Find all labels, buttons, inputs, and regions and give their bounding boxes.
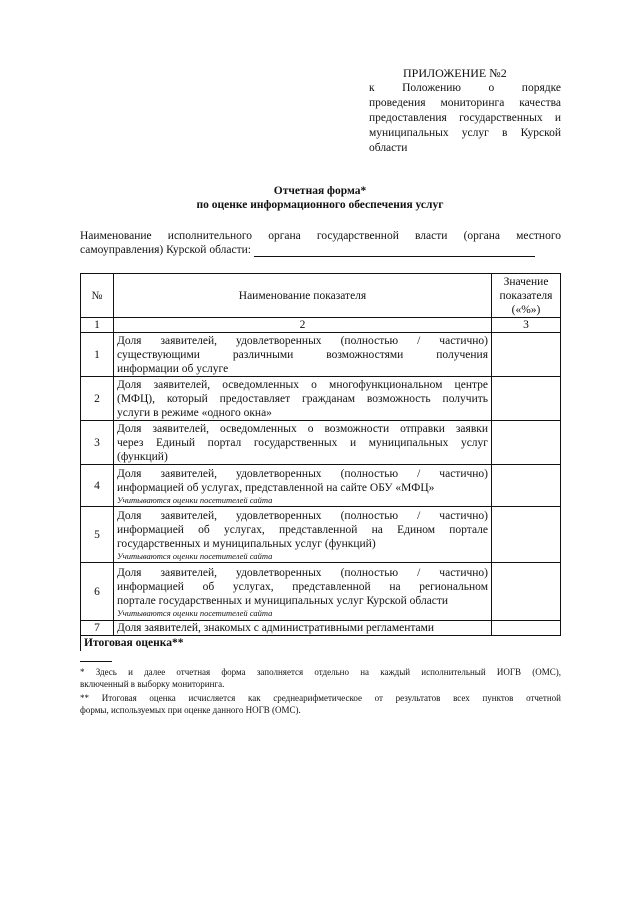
table-row [81,377,561,421]
row-indicator [114,377,492,421]
indicator-line: услуги в режиме «одного окна» [117,406,272,419]
table-row [81,333,561,377]
row-value-cell[interactable] [492,507,561,563]
column-number-row [81,318,561,333]
indicator-line: Доля заявителей, удовлетворенных (полностью / частично) [117,334,488,347]
footnote-line: формы, используемых при оценке данного НОГВ (ОМС). [80,705,301,715]
indicator-line: портале государственных и муниципальных услуг Курской области [117,594,449,607]
row-note: Учитываются оценки посетителей сайта [117,550,273,561]
column-number: 3 [492,318,561,333]
footnote-line: * Здесь и далее отчетная форма заполняется отдельно на каждый исполнительный ИОГВ (ОМС), [80,667,561,677]
indicator-line: (МФЦ), который предоставляет гражданам возможность получить [117,392,488,405]
row-value-cell[interactable] [492,465,561,507]
column-number: 2 [114,318,492,333]
appendix-header [369,66,561,156]
indicator-line: Доля заявителей, удовлетворенных (полностью / частично) [117,566,488,579]
row-indicator [114,333,492,377]
indicator-line: информации об услуге [117,362,229,375]
indicator-line: существующими различными возможностями получения [117,348,488,361]
row-number: 3 [81,421,114,465]
report-table [80,273,561,651]
form-title-line2: по оценке информационного обеспечения услуг [196,199,444,211]
row-indicator [114,421,492,465]
appendix-line: к Положению о порядке [369,82,561,94]
table-row [81,563,561,621]
indicator-line: через Единый портал государственных и муниципальных услуг [117,436,488,449]
form-title [80,184,560,212]
header-num: № [81,274,114,318]
header-value-line: Значение [503,275,549,288]
row-value-cell[interactable] [492,377,561,421]
indicator-line: информацией об услугах, представленной на сайте ОБУ «МФЦ» [117,481,435,494]
row-indicator [114,621,492,636]
row-number: 1 [81,333,114,377]
appendix-line: муниципальных услуг в Курской [369,127,561,139]
form-title-line1: Отчетная форма* [273,185,367,197]
row-number: 5 [81,507,114,563]
table-row [81,465,561,507]
total-label: Итоговая оценка** [81,636,561,651]
header-value-line: показателя [499,289,553,302]
appendix-line: предоставления государственных и [369,112,561,124]
row-number: 7 [81,621,114,636]
indicator-line: (функций) [117,450,168,463]
organization-label-line1: Наименование исполнительного органа государственной власти (органа местного [80,230,561,242]
header-value [492,274,561,318]
header-indicator: Наименование показателя [114,274,492,318]
footnote-1 [80,666,561,690]
indicator-line: Доля заявителей, осведомленных о многофункциональном центре [117,378,488,391]
indicator-line: Доля заявителей, знакомых с административными регламентами [117,622,435,634]
column-number: 1 [81,318,114,333]
appendix-line: проведения мониторинга качества [369,97,561,109]
table-row [81,621,561,636]
row-indicator [114,465,492,507]
appendix-heading: ПРИЛОЖЕНИЕ №2 [403,66,507,80]
organization-label-line2: самоуправления) Курской области: [80,244,251,256]
row-note: Учитываются оценки посетителей сайта [117,494,273,505]
row-indicator [114,563,492,621]
header-value-line: («%») [511,303,541,316]
table-header-row [81,274,561,318]
row-value-cell[interactable] [492,621,561,636]
footnote-line: ** Итоговая оценка исчисляется как среднеарифметическое от результатов всех пунктов отчетной [80,693,561,703]
table-row [81,507,561,563]
row-number: 2 [81,377,114,421]
organization-name-field [80,229,561,257]
indicator-line: Доля заявителей, удовлетворенных (полностью / частично) [117,467,488,480]
indicator-line: государственных и муниципальных услуг (функций) [117,537,376,550]
appendix-line: области [369,142,408,154]
row-note: Учитываются оценки посетителей сайта [117,607,273,618]
indicator-line: информацией об услугах, представленной на региональном [117,580,488,593]
row-indicator [114,507,492,563]
organization-blank-line [254,245,535,257]
footnote-2 [80,692,561,716]
row-number: 6 [81,563,114,621]
footnote-line: включенный в выборку мониторинга. [80,679,225,689]
row-value-cell[interactable] [492,333,561,377]
indicator-line: информацией об услугах, представленной на Едином портале [117,523,488,536]
indicator-line: Доля заявителей, осведомленных о возможности отправки заявки [117,422,488,435]
table-row [81,421,561,465]
organization-label-line2-wrap [80,243,561,257]
row-number: 4 [81,465,114,507]
footnote-divider [80,661,112,662]
indicator-line: Доля заявителей, удовлетворенных (полностью / частично) [117,509,488,522]
row-value-cell[interactable] [492,421,561,465]
row-value-cell[interactable] [492,563,561,621]
total-row [81,636,561,651]
